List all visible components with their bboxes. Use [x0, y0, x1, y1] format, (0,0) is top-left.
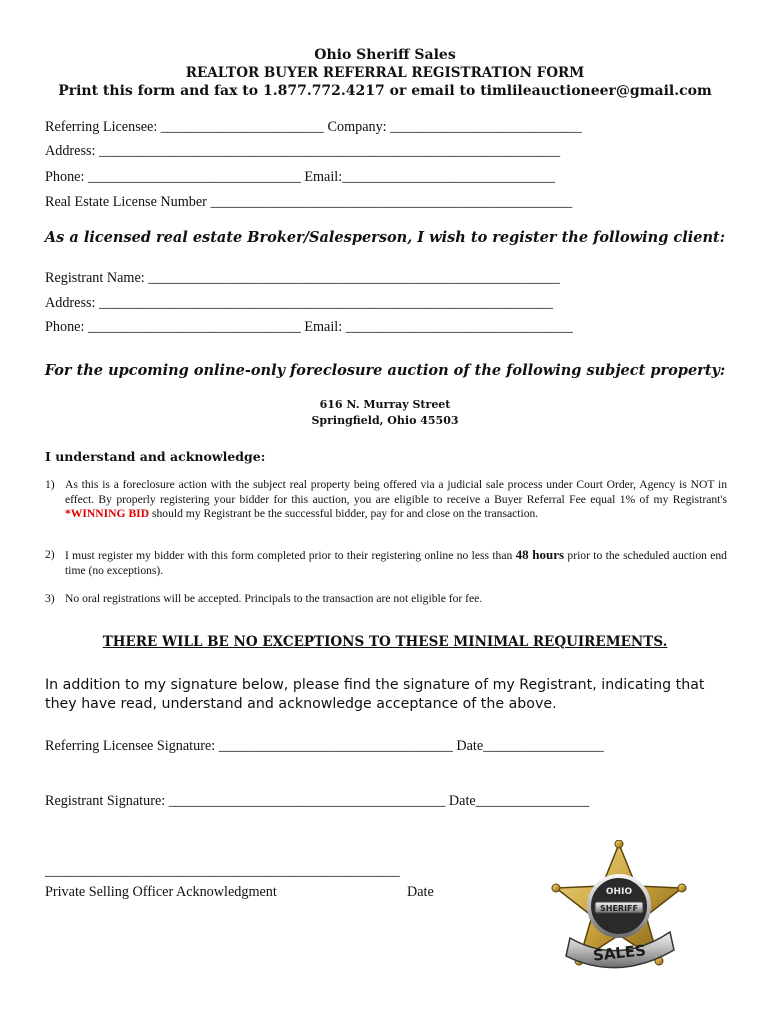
property-section-heading: For the upcoming online-only foreclosure auction of the following subject property: [44, 362, 726, 379]
hours-highlight: 48 hours [515, 547, 565, 562]
registrant-address-field[interactable]: Address: ________________________________________________________________ [45, 295, 553, 311]
term-text-end: prior to the scheduled auction end time (no exceptions). [65, 549, 727, 577]
term-item-3 [45, 592, 727, 607]
registrant-name-field[interactable]: Registrant Name: __________________________________________________________ [45, 270, 560, 286]
officer-date-label: Date [407, 884, 434, 900]
term-text-end: should my Registrant be the successful bidder, pay for and close on the transaction. [149, 507, 539, 521]
acknowledge-heading: I understand and acknowledge: [45, 449, 266, 464]
referrer-phone-email-field[interactable]: Phone: ______________________________ Email:______________________________ [45, 169, 555, 185]
officer-acknowledgment-label: Private Selling Officer Acknowledgment [45, 884, 277, 900]
term-text: No oral registrations will be accepted. Principals to the transaction are not eligible for fee. [65, 592, 483, 605]
fax-email-instruction: Print this form and fax to 1.877.772.4217 or email to timlileauctioneer@gmail.com [58, 83, 712, 99]
referring-licensee-field[interactable]: Referring Licensee: _______________________ Company: ___________________________ [45, 119, 582, 135]
license-number-field[interactable]: Real Estate License Number ___________________________________________________ [45, 194, 573, 210]
form-title: Ohio Sheriff Sales [314, 47, 456, 63]
no-exceptions-banner: THERE WILL BE NO EXCEPTIONS TO THESE MINIMAL REQUIREMENTS. [102, 634, 668, 650]
property-city: Springfield, Ohio 45503 [311, 414, 459, 427]
term-number: 2) [45, 548, 55, 561]
term-number: 1) [45, 478, 55, 491]
registrant-signature-field[interactable]: Registrant Signature: _______________________________________ Date________________ [45, 793, 590, 809]
term-text: I must register my bidder with this form completed prior to their registering online no less than [65, 549, 516, 562]
licensee-signature-field[interactable]: Referring Licensee Signature: _________________________________ Date_________________ [45, 738, 604, 754]
term-item-1 [45, 478, 727, 522]
officer-signature-line[interactable]: __________________________________________________ [45, 863, 400, 879]
property-street: 616 N. Murray Street [319, 398, 451, 411]
term-item-2 [45, 548, 727, 578]
badge-center-text: SHERIFF [600, 904, 638, 913]
term-text: As this is a foreclosure action with the subject real property being offered via a judicial sale process under Court Order, Agency is NOT in effect. By properly registering your bidder for this auction, you are eligible to receive a Buyer Referral Fee equal 1% of my Registrant's [65, 478, 727, 506]
form-subtitle: REALTOR BUYER REFERRAL REGISTRATION FORM [185, 65, 585, 81]
client-section-heading: As a licensed real estate Broker/Salesperson, I wish to register the following client: [44, 229, 726, 246]
referrer-address-field[interactable]: Address: _________________________________________________________________ [45, 143, 561, 159]
badge-ribbon-text: SALES [592, 941, 647, 965]
sheriff-sales-badge-logo [548, 840, 690, 980]
winning-bid-highlight: *WINNING BID [65, 507, 150, 521]
badge-top-text: OHIO [605, 887, 633, 897]
signature-intro-paragraph: In addition to my signature below, please find the signature of my Registrant, indicating that they have read, understand and acknowledge acceptance of the above. [45, 677, 705, 712]
registrant-phone-email-field[interactable]: Phone: ______________________________ Email: ________________________________ [45, 319, 573, 335]
term-number: 3) [45, 592, 55, 605]
